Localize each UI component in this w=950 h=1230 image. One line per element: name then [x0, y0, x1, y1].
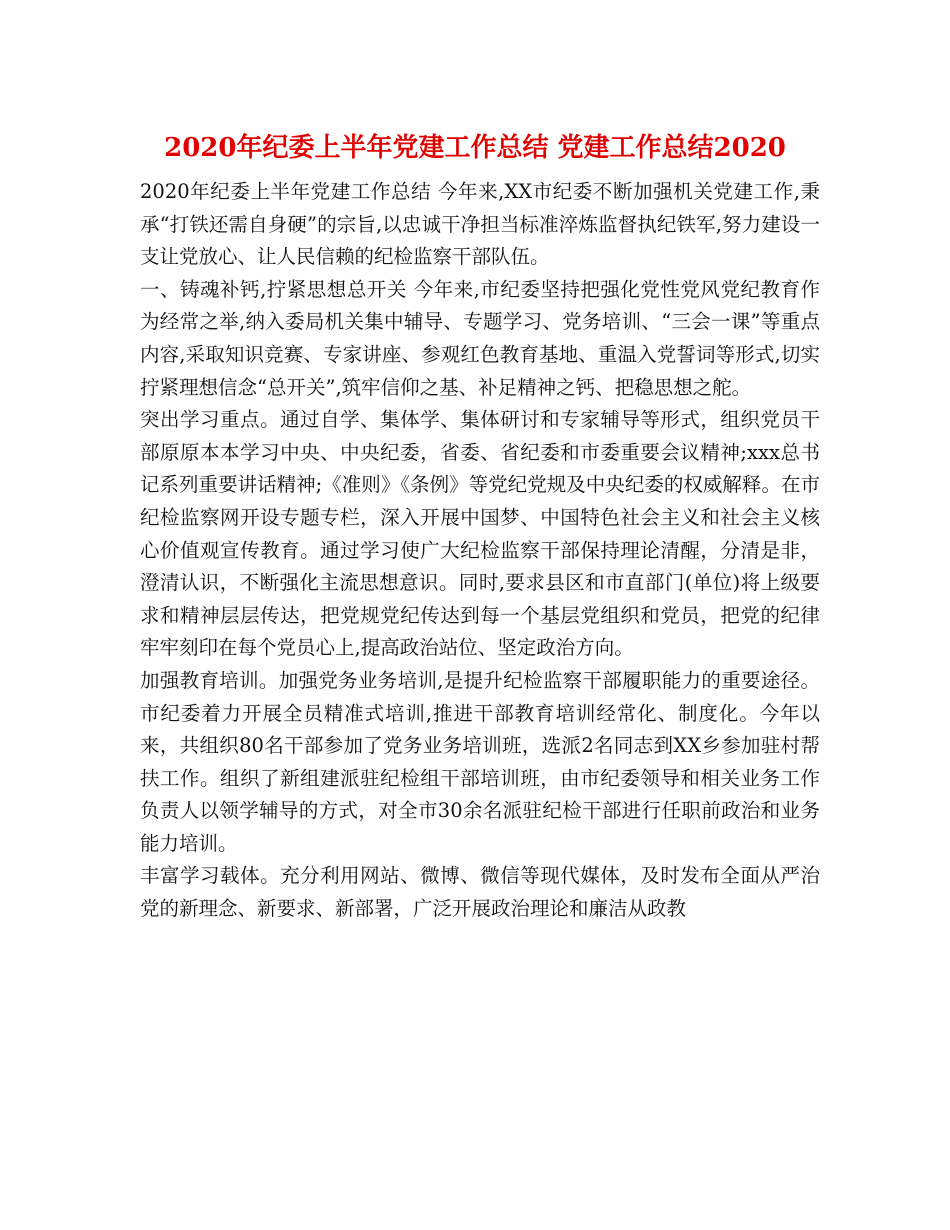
paragraph-study-focus: 突出学习重点。通过自学、集体学、集体研讨和专家辅导等形式，组织党员干部原原本本学习中央、中央纪委，省委、省纪委和市委重要会议精神;xxx总书记系列重要讲话精神;《准则》《条例》等党纪党规及中央纪委的权威解释。在市纪检监察网开设专题专栏，深入开展中国梦、中国特色社会主义和社会主义核心价值观宣传教育。通过学习使广大纪检监察干部保持理论清醒，分清是非，澄清认识，不断强化主流思想意识。同时,要求县区和市直部门(单位)将上级要求和精神层层传达，把党规党纪传达到每一个基层党组织和党员，把党的纪律牢牢刻印在每个党员心上,提高政治站位、坚定政治方向。: [140, 408, 820, 660]
paragraph-intro: 2020年纪委上半年党建工作总结 今年来,XX市纪委不断加强机关党建工作,秉承“打铁还需自身硬”的宗旨,以忠诚干净担当标准淬炼监督执纪铁军,努力建设一支让党放心、让人民信赖的纪检监察干部队伍。: [140, 180, 820, 269]
document-title: 2020年纪委上半年党建工作总结 党建工作总结2020: [164, 133, 786, 163]
document-body: [140, 176, 820, 926]
paragraph-education-training: 加强教育培训。加强党务业务培训,是提升纪检监察干部履职能力的重要途径。市纪委着力开展全员精准式培训,推进干部教育培训经常化、制度化。今年以来，共组织80名干部参加了党务业务培训班，选派2名同志到XX乡参加驻村帮扶工作。组织了新组建派驻纪检组干部培训班，由市纪委领导和相关业务工作负责人以领学辅导的方式，对全市30余名派驻纪检干部进行任职前政治和业务能力培训。: [140, 668, 820, 855]
paragraph-section-one: 一、铸魂补钙,拧紧思想总开关 今年来,市纪委坚持把强化党性党风党纪教育作为经常之举,纳入委局机关集中辅导、专题学习、党务培训、“三会一课”等重点内容,采取知识竞赛、专家讲座、参观红色教育基地、重温入党誓词等形式,切实拧紧理想信念“总开关”,筑牢信仰之基、补足精神之钙、把稳思想之舵。: [140, 277, 820, 399]
paragraph-learning-carriers: 丰富学习载体。充分利用网站、微博、微信等现代媒体，及时发布全面从严治党的新理念、新要求、新部署，广泛开展政治理论和廉洁从政教: [140, 864, 820, 921]
